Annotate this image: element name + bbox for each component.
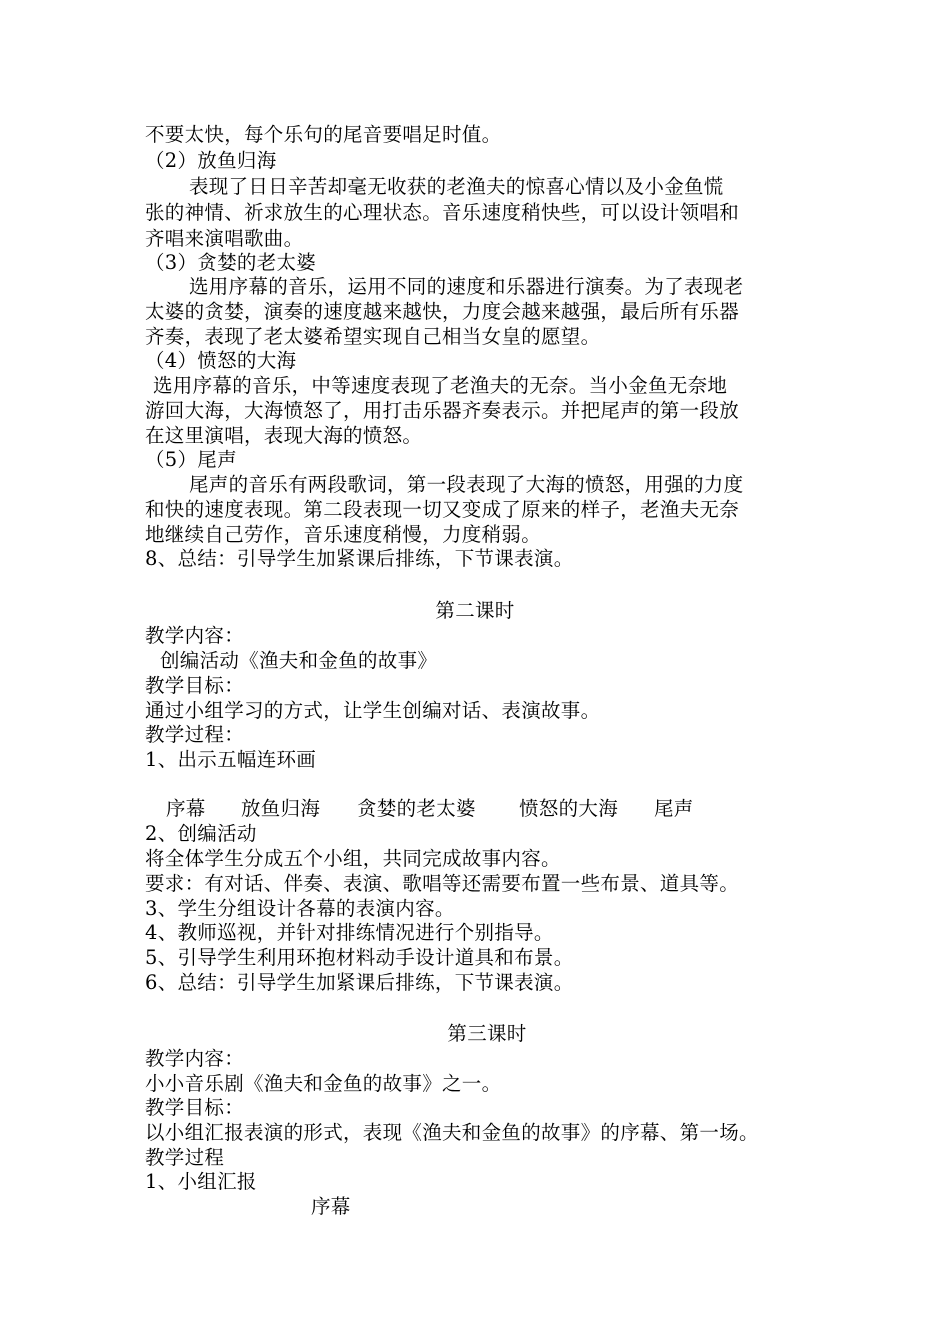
step-line: 4、教师巡视，并针对排练情况进行个别指导。 [145,921,554,944]
paragraph-line: 将全体学生分成五个小组，共同完成故事内容。 [145,847,561,870]
scene-label: 尾声 [654,797,694,820]
scene-label: 序幕 [166,797,206,820]
lesson-title: 第二课时 [435,599,515,622]
comic-scenes-row [0,796,950,822]
field-value: 创编活动《渔夫和金鱼的故事》 [160,649,438,672]
scene-label: 放鱼归海 [241,797,321,820]
field-label: 教学目标： [145,1096,245,1119]
section-heading: （4）愤怒的大海 [145,349,297,372]
step-line: 1、小组汇报 [145,1170,257,1193]
paragraph-line: 地继续自己劳作，音乐速度稍慢，力度稍弱。 [145,523,542,546]
paragraph-line: 表现了日日辛苦却毫无收获的老渔夫的惊喜心情以及小金鱼慌 [189,175,724,198]
paragraph-line: 不要太快，每个乐句的尾音要唱足时值。 [145,123,502,146]
paragraph-line: 齐唱来演唱歌曲。 [145,227,304,250]
paragraph-line: 齐奏，表现了老太婆希望实现自己相当女皇的愿望。 [145,325,601,348]
paragraph-line: 尾声的音乐有两段歌词，第一段表现了大海的愤怒，用强的力度 [189,473,744,496]
summary-line: 8、总结：引导学生加紧课后排练，下节课表演。 [145,547,574,570]
field-label: 教学过程： [145,723,245,746]
step-line: 6、总结：引导学生加紧课后排练，下节课表演。 [145,971,574,994]
field-label: 教学过程 [145,1146,225,1169]
lesson-title: 第三课时 [447,1022,527,1045]
step-line: 3、学生分组设计各幕的表演内容。 [145,897,455,920]
scene-label: 贪婪的老太婆 [357,797,476,820]
paragraph-line: 游回大海，大海愤怒了，用打击乐器齐奏表示。并把尾声的第一段放 [145,399,740,422]
scene-heading: 序幕 [311,1195,351,1218]
step-line: 2、创编活动 [145,822,257,845]
field-value: 通过小组学习的方式，让学生创编对话、表演故事。 [145,699,601,722]
paragraph-line: 要求：有对话、伴奏、表演、歌唱等还需要布置一些布景、道具等。 [145,872,740,895]
paragraph-line: 选用序幕的音乐，运用不同的速度和乐器进行演奏。为了表现老 [189,275,744,298]
field-value: 小小音乐剧《渔夫和金鱼的故事》之一。 [145,1072,502,1095]
section-heading: （2）放鱼归海 [145,149,277,172]
paragraph-line: 选用序幕的音乐，中等速度表现了老渔夫的无奈。当小金鱼无奈地 [153,374,728,397]
field-value: 以小组汇报表演的形式，表现《渔夫和金鱼的故事》的序幕、第一场。 [145,1121,759,1144]
field-label: 教学内容： [145,1047,245,1070]
field-label: 教学目标： [145,674,245,697]
section-heading: （5）尾声 [145,448,237,471]
paragraph-line: 在这里演唱，表现大海的愤怒。 [145,424,423,447]
step-line: 1、出示五幅连环画 [145,748,317,771]
paragraph-line: 和快的速度表现。第二段表现一切又变成了原来的样子，老渔夫无奈 [145,498,740,521]
scene-label: 愤怒的大海 [519,797,619,820]
field-label: 教学内容： [145,624,245,647]
step-line: 5、引导学生利用环抱材料动手设计道具和布景。 [145,946,574,969]
section-heading: （3）贪婪的老太婆 [145,251,317,274]
paragraph-line: 太婆的贪婪，演奏的速度越来越快，力度会越来越强，最后所有乐器 [145,300,740,323]
paragraph-line: 张的神情、祈求放生的心理状态。音乐速度稍快些，可以设计领唱和 [145,201,740,224]
